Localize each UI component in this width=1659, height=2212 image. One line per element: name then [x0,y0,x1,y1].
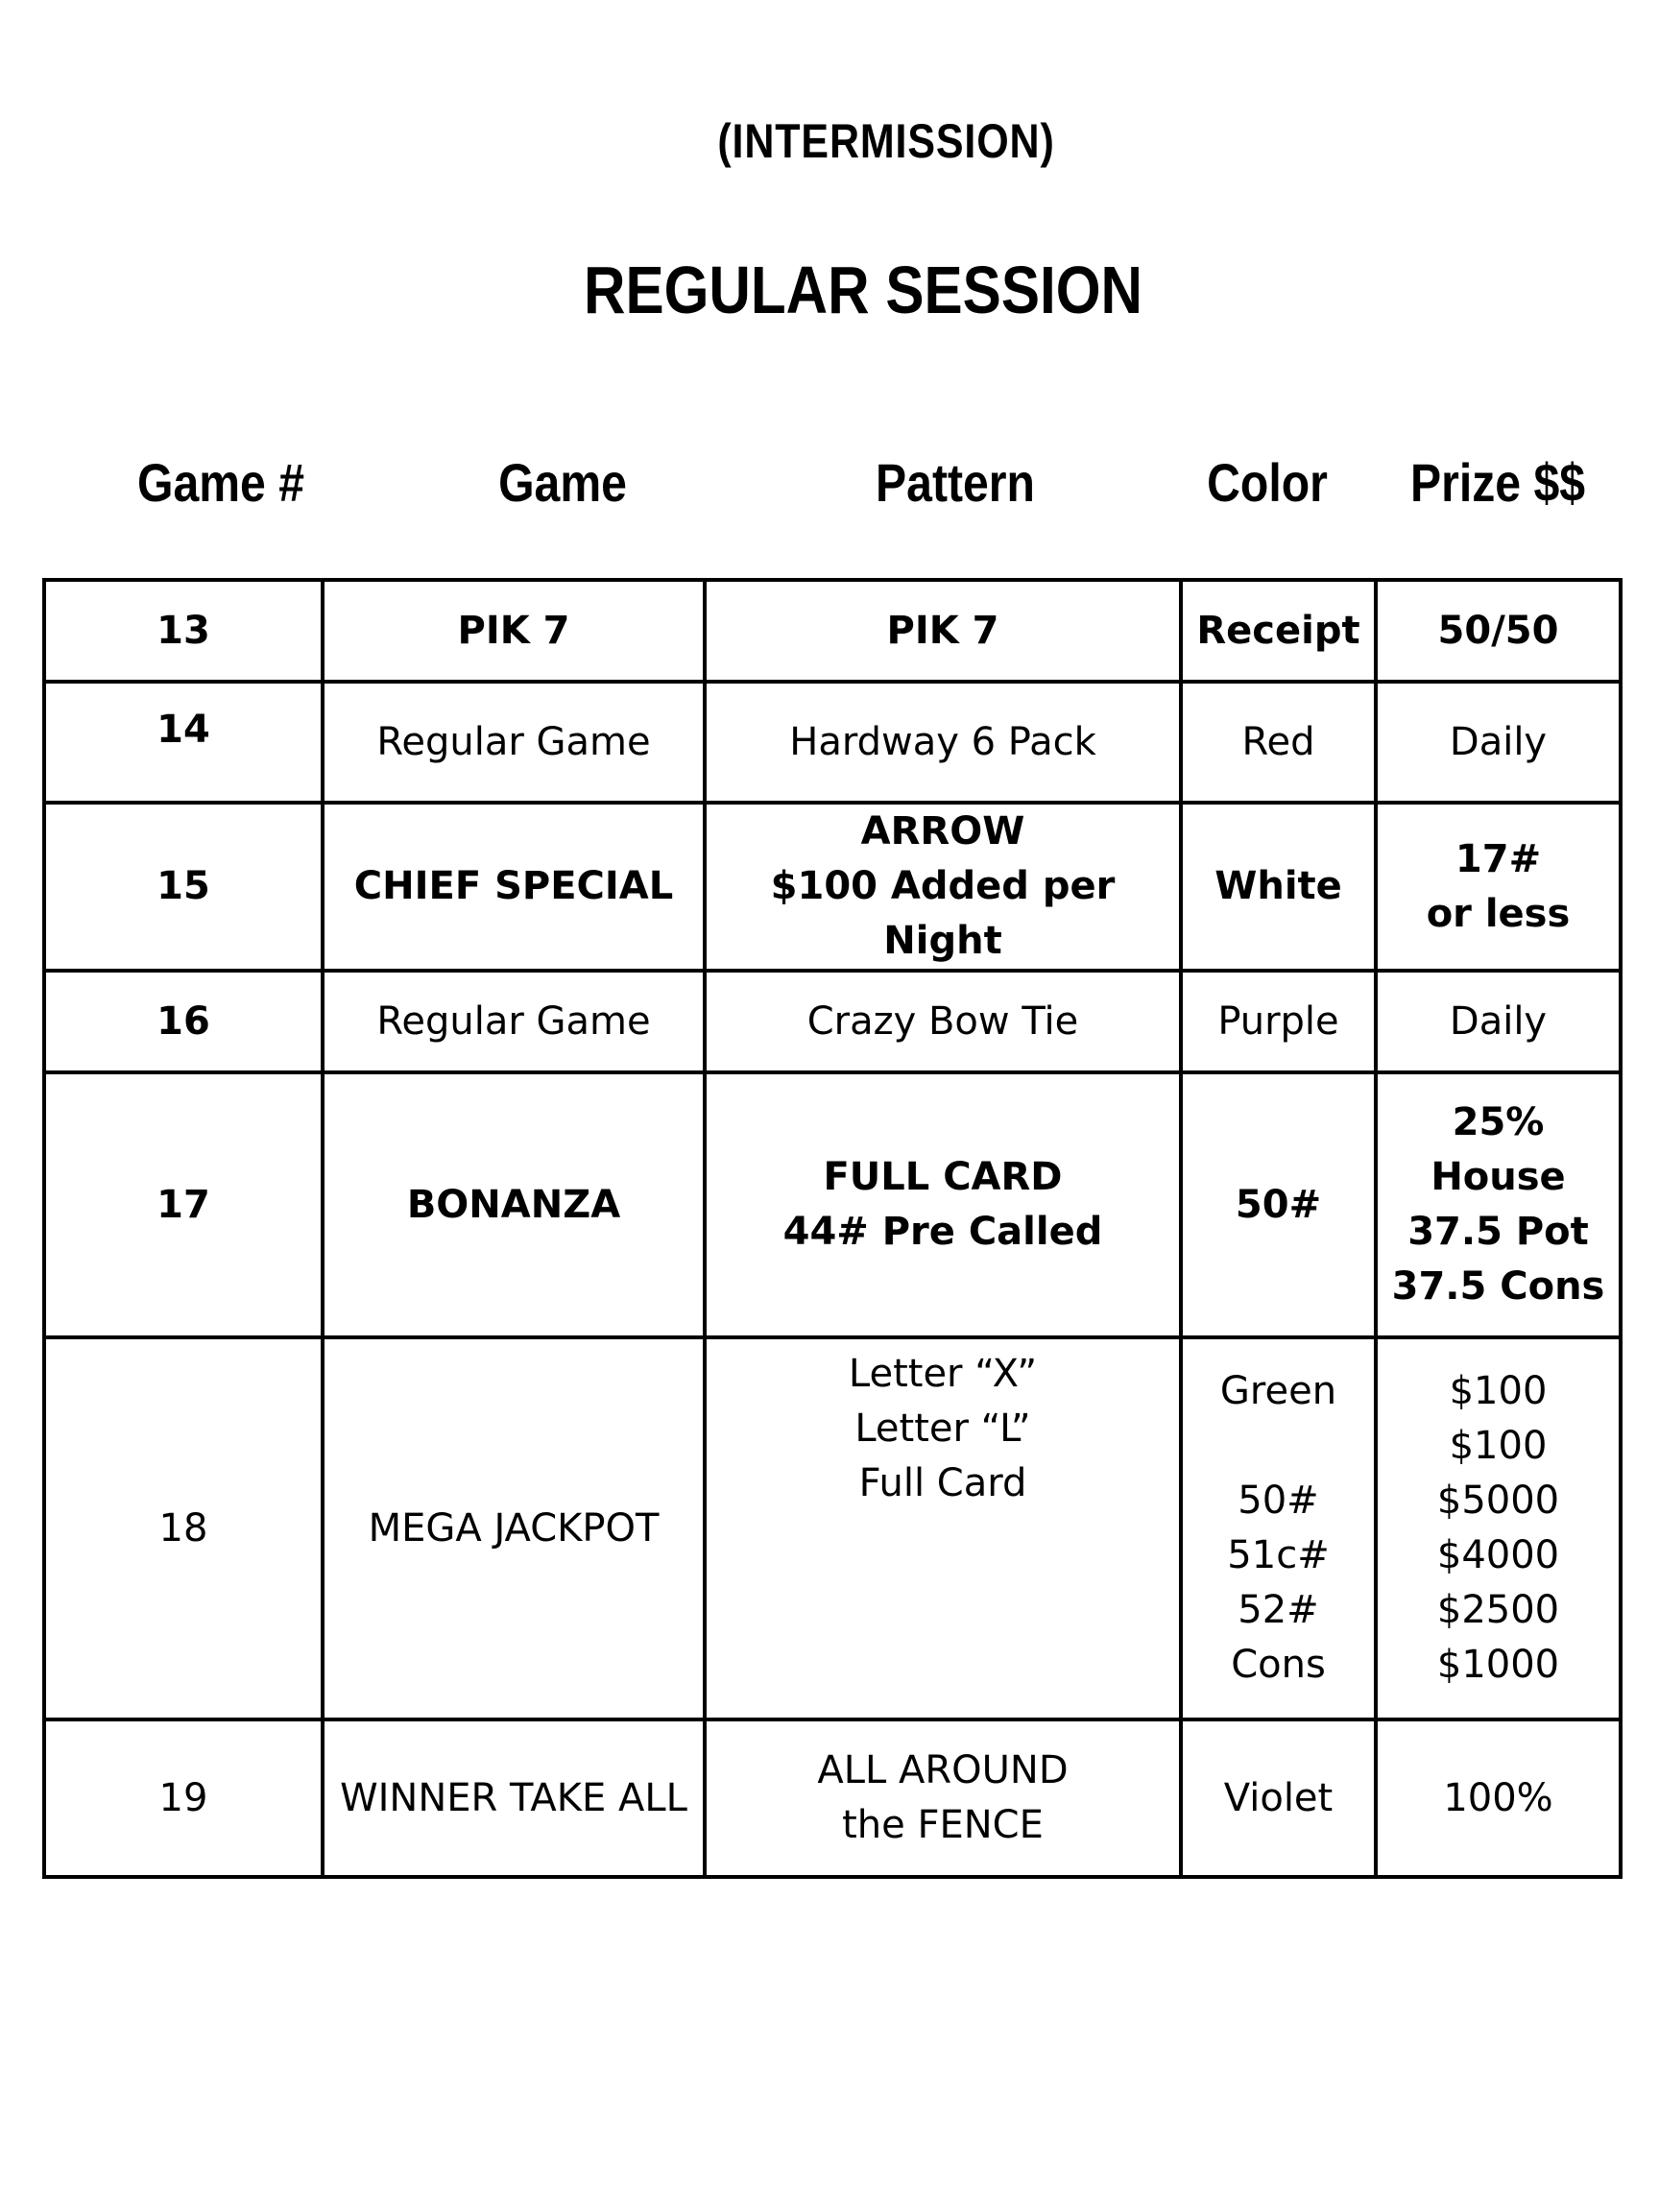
prize-cell: 50/50 [1376,580,1621,682]
game-number-cell: 13 [44,580,323,682]
header-game: Game [498,452,627,513]
color-cell: Green 50# 51c# 52# Cons [1181,1337,1376,1719]
prize-cell: 17# or less [1376,803,1621,971]
game-cell: BONANZA [323,1072,705,1337]
game-cell: MEGA JACKPOT [323,1337,705,1719]
color-cell: Purple [1181,971,1376,1072]
color-cell: Red [1181,682,1376,803]
pattern-cell: ALL AROUND the FENCE [705,1719,1181,1877]
color-cell: White [1181,803,1376,971]
table-row [44,580,1621,682]
prize-cell: Daily [1376,971,1621,1072]
game-number-cell: 14 [44,682,323,803]
prize-cell: $100 $100 $5000 $4000 $2500 $1000 [1376,1337,1621,1719]
pattern-cell: ARROW $100 Added per Night [705,803,1181,971]
game-cell: Regular Game [323,682,705,803]
color-cell: 50# [1181,1072,1376,1337]
pattern-cell: FULL CARD 44# Pre Called [705,1072,1181,1337]
header-pattern: Pattern [876,452,1035,513]
table-row [44,682,1621,803]
game-cell: WINNER TAKE ALL [323,1719,705,1877]
game-number-cell: 19 [44,1719,323,1877]
game-cell: CHIEF SPECIAL [323,803,705,971]
game-cell: PIK 7 [323,580,705,682]
table-row [44,971,1621,1072]
header-game-number: Game # [136,452,305,513]
header-prize: Prize $$ [1409,452,1586,513]
color-cell: Violet [1181,1719,1376,1877]
page-title: REGULAR SESSION [583,252,1143,327]
game-number-cell: 18 [44,1337,323,1719]
table-row [44,1719,1621,1877]
pattern-cell: PIK 7 [705,580,1181,682]
pattern-cell: Crazy Bow Tie [705,971,1181,1072]
header-color: Color [1207,452,1328,513]
table-row [44,1337,1621,1719]
prize-cell: 100% [1376,1719,1621,1877]
prize-cell: 25% House 37.5 Pot 37.5 Cons [1376,1072,1621,1337]
game-cell: Regular Game [323,971,705,1072]
game-number-cell: 16 [44,971,323,1072]
game-number-cell: 15 [44,803,323,971]
intermission-label: (INTERMISSION) [717,114,1055,168]
prize-cell: Daily [1376,682,1621,803]
table-row [44,1072,1621,1337]
pattern-cell: Hardway 6 Pack [705,682,1181,803]
pattern-cell: Letter “X” Letter “L” Full Card [705,1337,1181,1719]
color-cell: Receipt [1181,580,1376,682]
game-schedule-table [42,578,1623,1879]
table-row [44,803,1621,971]
game-number-cell: 17 [44,1072,323,1337]
